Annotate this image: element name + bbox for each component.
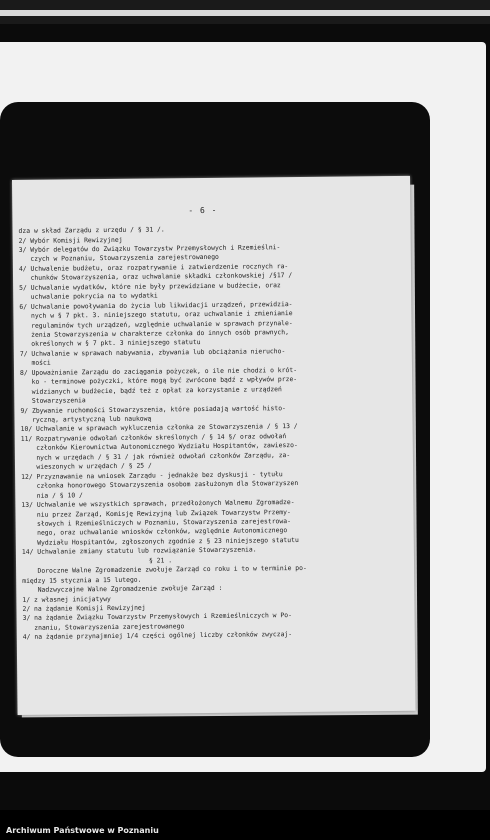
text-line: Wydziału Hospitantów, zgłoszonych zgodnie z § 23 niniejszego statutu	[21, 535, 299, 547]
page-number: - 6 -	[188, 205, 218, 216]
text-line: 14/ Uchwalanie zmiany statutu lub rozwiązanie Stowarzyszenia.	[21, 545, 257, 557]
text-line: 5/ Uchwalanie wydatków, które nie były przewidziane w budżecie, oraz	[19, 280, 281, 292]
text-line: 4/ Uchwalenie budżetu, oraz rozpatrywanie i zatwierdzenie rocznych ra-	[18, 261, 289, 273]
text-line: mości	[19, 358, 51, 368]
text-line: ko - terminowe pożyczki, które mogą być zwrócone bądź z wpływów prze-	[20, 375, 298, 387]
top-strip	[0, 10, 490, 16]
text-line: 3/ na żądanie Związku Towarzystw Przemysłowych i Rzemieślniczych w Po-	[22, 611, 292, 623]
text-line: określonych w § 7 pkt. 3 niniejszego statutu	[19, 338, 201, 349]
text-line: 13/ Uchwalanie we wszystkich sprawach, przedłożonych Walnemu Zgromadze-	[21, 498, 295, 509]
text-line: znaniu, Stowarzyszenia zarejestrowanego	[22, 622, 185, 632]
text-line: 3/ Wybór delegatów do Związku Towarzystw Przemysłowych i Rzemieślni-	[18, 243, 281, 254]
text-line: ryczną, artystyczną lub naukową	[20, 414, 152, 424]
text-line: 11/ Rozpatrywanie odwołań członków skreślonych / § 14 §/ oraz odwołań	[20, 432, 287, 443]
text-line: uchwalanie pokrycia na to wydatki	[19, 291, 158, 302]
text-line: Nadzwyczajne Walne Zgromadzenie zwołuje Zarząd :	[22, 583, 223, 595]
text-line: wieszonych w urzędach / § 25 /	[20, 461, 152, 472]
text-line: nia / § 10 /	[21, 490, 83, 500]
text-line: 9/ Zbywanie ruchomości Stowarzyszenia, które posiadają wartość histo-	[20, 403, 286, 415]
text-line: § 21 .	[21, 556, 173, 566]
text-line: członka honorowego Stowarzyszenia osobom zasłużonym dla Stowarzyszen	[21, 479, 299, 491]
text-line: 7/ Uchwalanie w sprawach nabywania, zbywania lub obciążania nierucho-	[19, 346, 286, 358]
text-line: 10/ Uchwalanie w sprawach wykluczenia członka ze Stowarzyszenia / § 13 /	[20, 422, 298, 434]
text-line: Doroczne Walne Zgromadzenie zwołuje Zarząd co roku i to w terminie po-	[22, 564, 307, 576]
text-line: widzianych w budżecie, bądź też z opłat za korzystanie z urządzeń	[20, 384, 282, 396]
text-line: 2/ Wybór Komisji Rewizyjnej	[18, 235, 123, 245]
text-line: czych w Poznaniu, Stowarzyszenia zarejestrowanego	[18, 253, 219, 264]
text-line: chunków Stowarzyszenia, oraz uchwalanie składki członkowskiej /§17 /	[18, 271, 293, 283]
text-line: 8/ Upoważnianie Zarządu do zaciągania pożyczek, o ile nie chodzi o krót-	[19, 365, 298, 377]
archive-label: Archiwum Państwowe w Poznaniu	[6, 826, 159, 835]
text-line: niu przez Zarząd, Komisję Rewizyjną lub Związek Towarzystw Przemy-	[21, 507, 291, 519]
text-line: między 15 stycznia a 15 lutego.	[22, 575, 142, 585]
text-line: 12/ Przyznawanie na wniosek Zarządu - jednakże bez dyskusji - tytułu	[21, 469, 283, 481]
text-line: słowych i Rzemieślniczych w Poznaniu, Stowarzyszenia zarejestrowa-	[21, 516, 291, 528]
text-line: członków Kierownictwa Autonomicznego Wydziału Hospitantów, zawieszo-	[20, 441, 298, 453]
text-line: 4/ na żądanie przynajmniej 1/4 części ogólnej liczby członków zwyczaj-	[22, 630, 293, 642]
text-line: regulaminów tych urządzeń, względnie uchwalanie w sprawach przynale-	[19, 318, 293, 330]
text-line: nych w urzędach / § 31 / jak również odwołań członków Zarządu, za-	[20, 450, 291, 462]
text-line: żenia Stowarzyszenia w charakterze członka do innych osób prawnych,	[19, 327, 289, 339]
text-line: 6/ Uchwalanie powoływania do życia lub likwidacji urządzeń, przewidzia-	[19, 299, 293, 311]
text-line: nych w § 7 pkt. 3. niniejszego statutu, oraz uchwalanie i zmienianie	[19, 309, 293, 321]
document-page	[12, 176, 416, 715]
text-line: dza w skład Zarządu z urzędu / § 31 /.	[18, 225, 165, 235]
text-line: 2/ na żądanie Komisji Rewizyjnej	[22, 603, 146, 613]
text-line: 1/ z własnej inicjatywy	[22, 594, 111, 604]
text-line: Stowarzyszenia	[20, 396, 86, 406]
footer-bar	[0, 810, 490, 840]
text-line: nego, oraz uchwalanie wniosków członków, względnie Autonomicznego	[21, 526, 288, 538]
